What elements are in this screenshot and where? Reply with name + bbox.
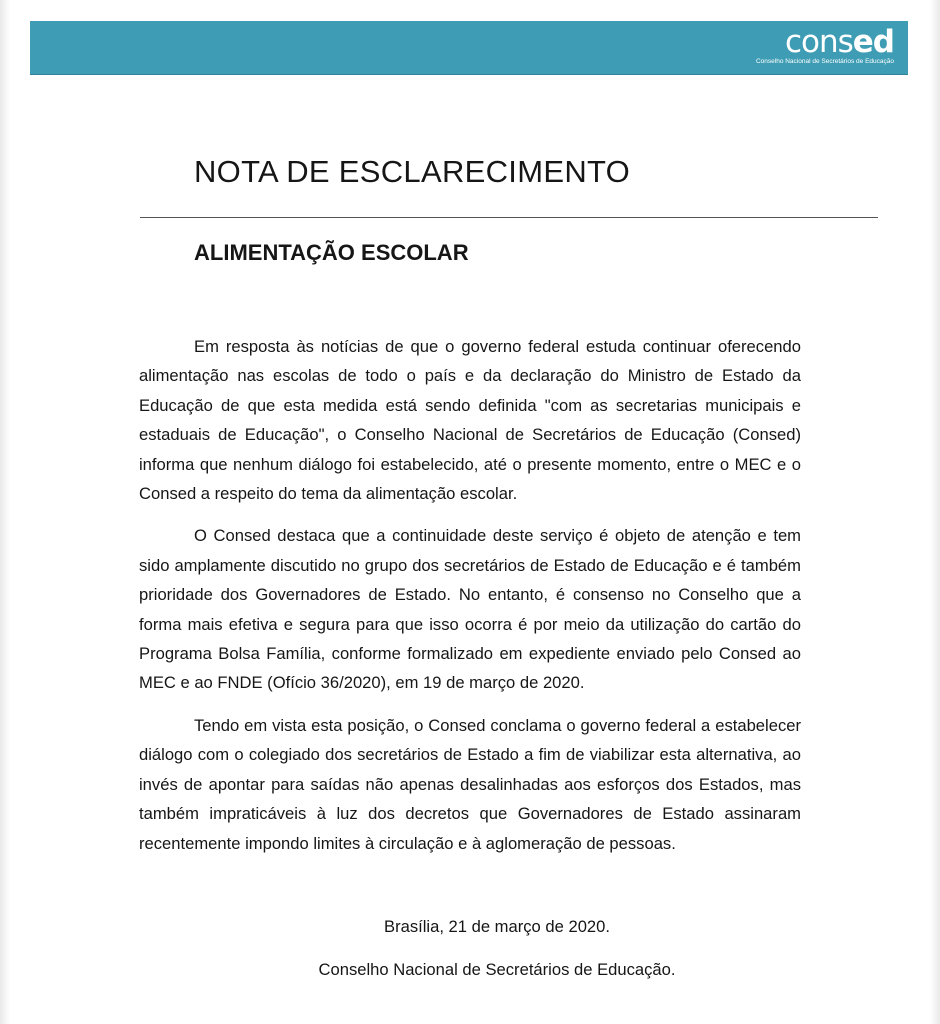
paragraph-2: O Consed destaca que a continuidade deste serviço é objeto de atenção e tem sido amplamente discutido no grupo dos secretários de Estado de Educação e é também prioridade dos Governadores de Estado. No entanto, é consenso no Conselho que a forma mais efetiva e segura para que isso ocorra é por meio da utilização do cartão do Programa Bolsa Família, conforme formalizado em expediente enviado pelo Consed ao MEC e ao FNDE (Ofício 36/2020), em 19 de março de 2020.	[139, 526, 801, 693]
title-divider	[140, 217, 878, 218]
paragraph-1: Em resposta às notícias de que o governo federal estuda continuar oferecendo alimentação nas escolas de todo o país e da declaração do Ministro de Estado da Educação de que esta medida está sendo definida "com as secretarias municipais e estaduais de Educação", o Conselho Nacional de Secretários de Educação (Consed) informa que nenhum diálogo foi estabelecido, até o presente momento, entre o MEC e o Consed a respeito do tema da alimentação escolar.	[139, 337, 801, 504]
consed-logo	[744, 24, 894, 70]
document-title: NOTA DE ESCLARECIMENTO	[194, 154, 631, 189]
logo-subtitle: Conselho Nacional de Secretários de Educação	[755, 58, 894, 65]
page-shadow-right	[930, 0, 940, 1024]
logo-wordmark	[744, 24, 894, 60]
place-date: Brasília, 21 de março de 2020.	[384, 917, 610, 936]
document-subtitle: ALIMENTAÇÃO ESCOLAR	[194, 240, 469, 265]
signer: Conselho Nacional de Secretários de Educação.	[318, 960, 676, 979]
page-shadow-left	[0, 0, 10, 1024]
document-body	[139, 332, 801, 871]
paragraph-3: Tendo em vista esta posição, o Consed conclama o governo federal a estabelecer diálogo com o colegiado dos secretários de Estado a fim de viabilizar esta alternativa, ao invés de apontar para saídas não apenas desalinhadas aos esforços dos Estados, mas também impraticáveis à luz dos decretos que Governadores de Estado assinaram recentemente impondo limites à circulação e à aglomeração de pessoas.	[139, 715, 801, 853]
header-band	[30, 21, 908, 75]
logo-text-light: cons	[784, 24, 853, 60]
logo-text-bold: ed	[852, 24, 894, 60]
